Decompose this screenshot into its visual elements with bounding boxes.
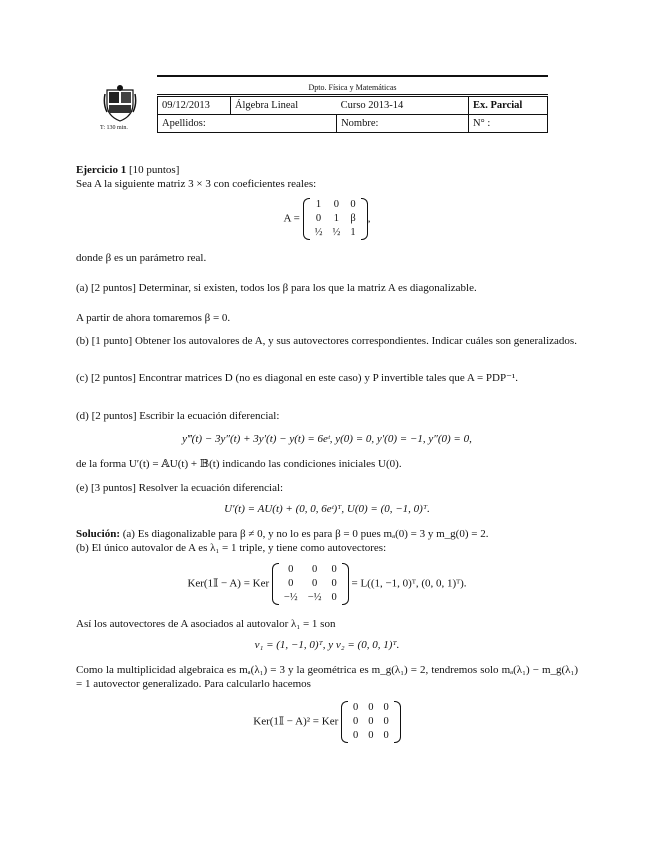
solution-a [76,527,578,541]
kernel-1-matrix: 0 0 0 0 0 0 −½ −½ 0 [272,563,349,605]
part-b: (b) [1 punto] Obtener los autovalores de A, y sus autovectores correspondientes. Indicar cuáles son generalizados. [76,335,577,347]
solution-label: Solución: [76,528,121,540]
exercise-title: Ejercicio 1 [76,164,127,176]
part-e: (e) [3 puntos] Resolver la ecuación diferencial: [76,482,284,494]
kernel-2-equation [76,701,578,743]
part-d: (d) [2 puntos] Escribir la ecuación diferencial: [76,410,280,422]
exam-type-cell: Ex. Parcial [468,97,547,115]
university-crest-logo [103,84,137,122]
matrix-a-equation: A = 1 0 0 0 1 β ½ ½ 1 , [283,199,371,238]
kernel-2-matrix: 0 0 0 0 0 0 0 0 0 [341,701,401,743]
exercise-heading [76,163,578,177]
kernel-1-right: = L((1, −1, 0)ᵀ, (0, 0, 1)ᵀ). [351,577,467,590]
matrix-a-label: A = [283,212,300,225]
kernel-2-left: Ker(1𝕀 − A)² = Ker [253,715,339,728]
kernel-1-left: Ker(1𝕀 − A) = Ker [187,577,270,590]
header-top-rule [157,75,548,77]
solution-a-text: (a) Es diagonalizable para β ≠ 0, y no lo es para β = 0 pues mₐ(0) = 3 y m_g(0) = 2. [122,528,489,540]
header-table [157,96,548,133]
eigenvectors: v₁ = (1, −1, 0)ᵀ, y v₂ = (0, 0, 1)ᵀ. [254,639,400,651]
part-c: (c) [2 puntos] Encontrar matrices D (no es diagonal en este caso) y P invertible tales que A = PDP⁻¹. [76,372,518,384]
part-a: (a) [2 puntos] Determinar, si existen, todos los β para los que la matriz A es diagonalizable. [76,282,477,294]
from-now: A partir de ahora tomaremos β = 0. [76,312,231,324]
course-cell: Curso 2013-14 [337,97,469,115]
name-field[interactable]: Nombre: [337,115,469,133]
time-label: T: 130 min. [100,125,128,131]
kernel-1-equation [76,563,578,605]
matrix-a: 1 0 0 0 1 β ½ ½ 1 [303,198,368,240]
exercise-points: [10 puntos] [128,164,180,176]
part-e-equation: U′(t) = AU(t) + (0, 0, 6eᵗ)ᵀ, U(0) = (0, −1, 0)ᵀ. [224,503,430,515]
solution-b: (b) El único autovalor de A es λ₁ = 1 triple, y tiene como autovectores: [76,542,387,554]
eigenvectors-assoc: Así los autovectores de A asociados al autovalor λ₁ = 1 son [76,618,336,630]
multiplicity-text: Como la multiplicidad algebraica es mₐ(λ₁) = 3 y la geométrica es m_g(λ₁) = 2, tendremos solo mₐ(λ₁) − m_g(λ₁) = 1 autovector generalizado. Para calcularlo hacemos [76,664,578,690]
where-beta: donde β es un parámetro real. [76,252,207,264]
number-field[interactable]: N° : [468,115,547,133]
exercise-intro: Sea A la siguiente matriz 3 × 3 con coeficientes reales: [76,178,317,190]
surname-field[interactable]: Apellidos: [158,115,337,133]
date-cell: 09/12/2013 [158,97,231,115]
subject-cell: Álgebra Lineal [230,97,336,115]
part-d-form: de la forma U′(t) = 𝔸U(t) + 𝔹(t) indicando las condiciones iniciales U(0). [76,458,402,470]
part-d-equation: y‴(t) − 3y″(t) + 3y′(t) − y(t) = 6eᵗ, y(0) = 0, y′(0) = −1, y″(0) = 0, [182,433,472,445]
department-label: Dpto. Física y Matemáticas [308,83,397,92]
header-mid-rule [157,94,548,95]
